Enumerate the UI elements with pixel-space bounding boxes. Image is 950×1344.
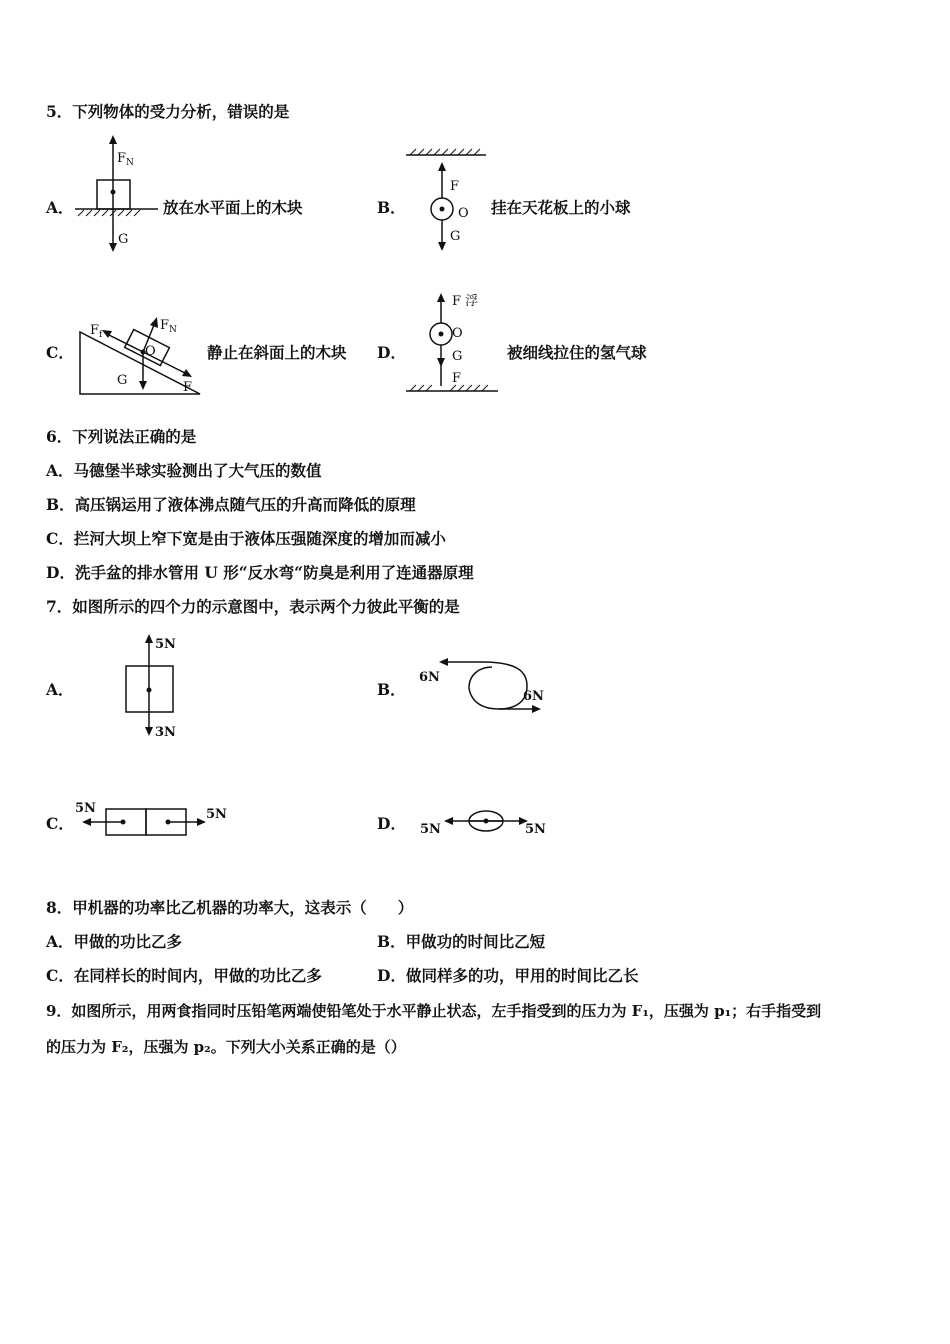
- q8-option-d: D．做同样多的功，甲用的时间比乙长: [377, 966, 639, 985]
- q8-stem: 8．甲机器的功率比乙机器的功率大，这表示（ ）: [46, 898, 414, 917]
- q5-option-b-letter: B．: [377, 198, 406, 217]
- q5-a-g-label: G: [118, 232, 129, 247]
- q5-option-b-caption: 挂在天花板上的小球: [491, 198, 631, 217]
- q7-figure-d: [415, 800, 555, 845]
- q5-figure-a: [70, 130, 170, 250]
- q7-b-right-label: 6N: [523, 689, 544, 704]
- q5-c-ff-label: $F_f$: [90, 323, 103, 340]
- q5-option-c-letter: C．: [46, 343, 74, 362]
- q7-option-a-letter: A．: [46, 680, 74, 699]
- q7-figure-c: [70, 798, 235, 843]
- q7-a-up-label: 5N: [155, 637, 176, 652]
- q8-option-a: A．甲做的功比乙多: [46, 932, 183, 951]
- q7-option-c-letter: C．: [46, 814, 74, 833]
- q5-stem: 5．下列物体的受力分析，错误的是: [46, 102, 290, 121]
- q6-option-d: D．洗手盆的排水管用 U 形“反水弯“防臭是利用了连通器原理: [46, 563, 474, 582]
- q5-d-fbuoy-label: F 浮: [452, 294, 479, 309]
- q6-option-b: B．高压锅运用了液体沸点随气压的升高而降低的原理: [46, 495, 416, 514]
- q5-option-a-letter: A．: [46, 198, 74, 217]
- q7-d-right-label: 5N: [525, 822, 546, 837]
- q5-d-o-label: O: [452, 326, 463, 341]
- q9-stem-line1: 9．如图所示，用两食指同时压铅笔两端使铅笔处于水平静止状态，左手指受到的压力为 F₁，压强为 p₁；右手指受到: [46, 1002, 822, 1020]
- q6-stem: 6．下列说法正确的是: [46, 427, 197, 446]
- q7-figure-a: [120, 630, 200, 745]
- q5-figure-b: [400, 148, 500, 258]
- q5-c-f-label: F: [183, 380, 193, 395]
- q8-option-c: C．在同样长的时间内，甲做的功比乙多: [46, 966, 322, 985]
- q5-figure-d: [400, 288, 510, 398]
- q7-c-left-label: 5N: [75, 801, 96, 816]
- q5-d-f-label: F: [452, 371, 462, 386]
- q5-c-g-label: G: [117, 373, 128, 388]
- q5-option-a-caption: 放在水平面上的木块: [163, 198, 303, 217]
- q6-option-a: A．马德堡半球实验测出了大气压的数值: [46, 461, 322, 480]
- q7-option-d-letter: D．: [377, 814, 406, 833]
- q7-c-right-label: 5N: [206, 807, 227, 822]
- q5-a-fn-label: $F_N$: [117, 151, 134, 168]
- q5-b-f-label: F: [450, 179, 460, 194]
- q7-option-b-letter: B．: [377, 680, 406, 699]
- q7-b-left-label: 6N: [419, 670, 440, 685]
- q5-d-g-label: G: [452, 349, 463, 364]
- q7-stem: 7．如图所示的四个力的示意图中，表示两个力彼此平衡的是: [46, 597, 460, 616]
- q5-figure-c: [75, 308, 205, 398]
- q5-option-d-caption: 被细线拉住的氢气球: [507, 343, 647, 362]
- q5-b-o-label: O: [458, 206, 469, 221]
- q5-c-fn-label: $F_N$: [160, 318, 177, 335]
- q6-option-c: C．拦河大坝上窄下宽是由于液体压强随深度的增加而减小: [46, 529, 446, 548]
- q7-d-left-label: 5N: [420, 822, 441, 837]
- q5-c-o-label: O: [145, 344, 156, 359]
- q7-a-down-label: 3N: [155, 725, 176, 740]
- q5-b-g-label: G: [450, 229, 461, 244]
- q9-stem-line2: 的压力为 F₂，压强为 p₂。下列大小关系正确的是（）: [46, 1038, 406, 1056]
- q5-option-d-letter: D．: [377, 343, 406, 362]
- q7-figure-b: [415, 650, 555, 720]
- q8-option-b: B．甲做功的时间比乙短: [377, 932, 546, 951]
- q5-option-c-caption: 静止在斜面上的木块: [207, 343, 347, 362]
